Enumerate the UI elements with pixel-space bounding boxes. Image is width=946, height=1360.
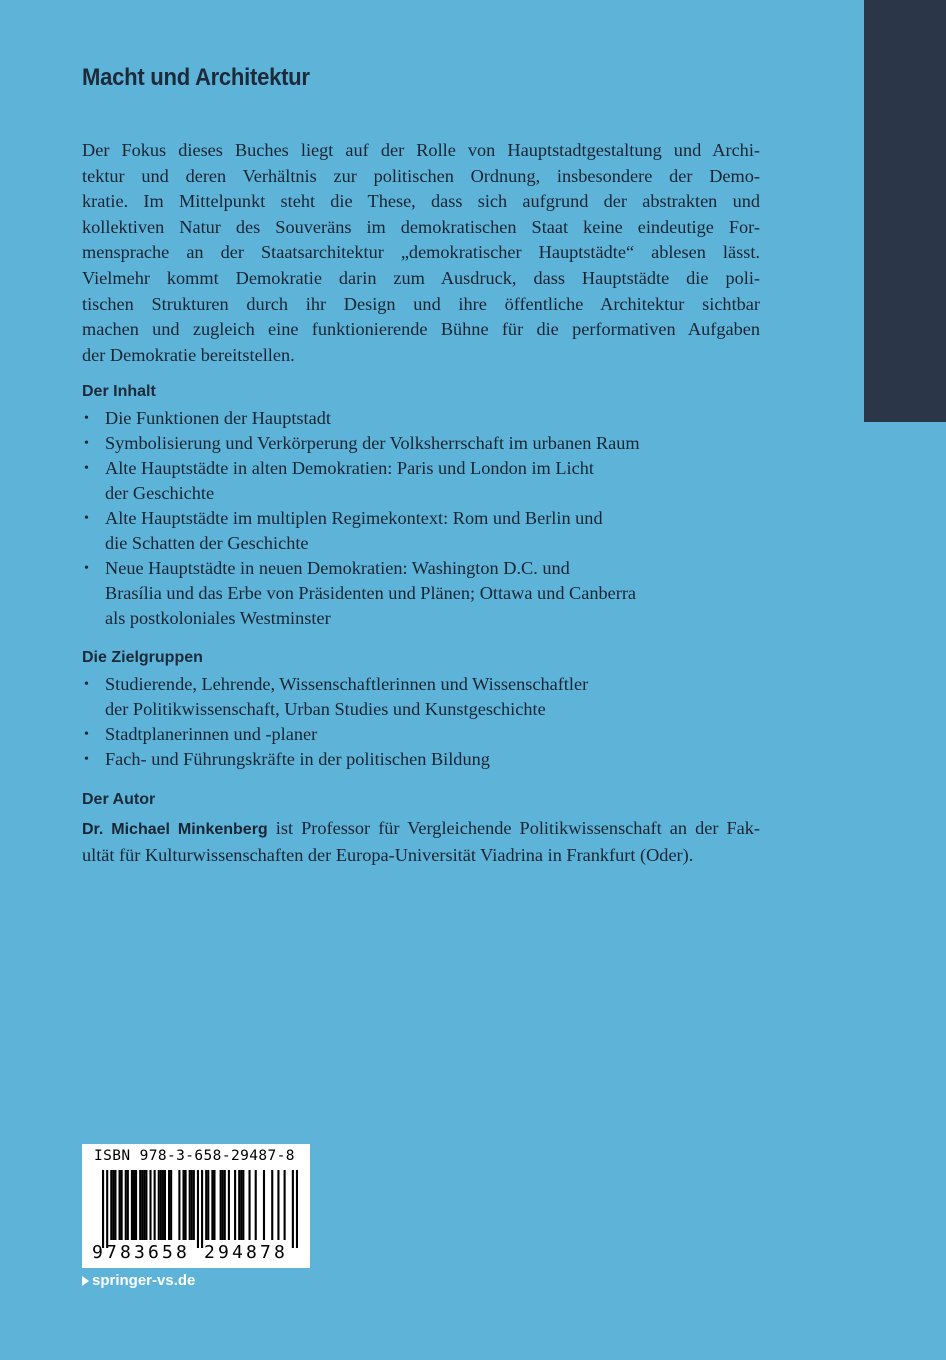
bullet-icon: • xyxy=(84,561,89,576)
list-item xyxy=(82,722,782,747)
bullet-icon: • xyxy=(84,436,89,451)
barcode-digit: 5 xyxy=(162,1242,173,1263)
barcode-bar xyxy=(127,1170,129,1240)
barcode-bar xyxy=(182,1170,184,1240)
barcode-bar xyxy=(102,1170,104,1248)
cover-side-bar xyxy=(864,0,946,422)
barcode-bar xyxy=(211,1170,213,1240)
arrow-right-icon xyxy=(82,1276,89,1286)
barcode-bar xyxy=(248,1170,250,1240)
barcode-bar xyxy=(191,1170,193,1240)
barcode-bar xyxy=(296,1170,298,1248)
barcode-bar xyxy=(154,1170,156,1240)
barcode-bar xyxy=(271,1170,273,1240)
list-item-line: Neue Hauptstädte in neuen Demokratien: Washington D.C. und xyxy=(105,558,570,578)
barcode-bar xyxy=(170,1170,172,1240)
list-item xyxy=(82,556,782,631)
bullet-icon: • xyxy=(84,752,89,767)
barcode-digit: 9 xyxy=(218,1242,229,1263)
barcode-bar xyxy=(135,1170,137,1240)
isbn-label: ISBN 978-3-658-29487-8 xyxy=(94,1148,295,1164)
target-groups-heading: Die Zielgruppen xyxy=(82,649,203,666)
barcode-digit: 7 xyxy=(106,1242,117,1263)
isbn-barcode xyxy=(82,1144,310,1268)
barcode-bar xyxy=(112,1170,114,1240)
bullet-icon: • xyxy=(84,511,89,526)
barcode-bar xyxy=(164,1170,166,1240)
list-item xyxy=(82,406,782,431)
barcode-bar xyxy=(121,1170,123,1240)
author-line: ultät für Kulturwissenschaften der Europa-Universität Viadrina in Frankfurt (Oder). xyxy=(82,844,694,865)
barcode-digit: 8 xyxy=(246,1242,257,1263)
barcode-bar xyxy=(205,1170,207,1240)
description-line: machen und zugleich eine funktionierende Bühne für die performativen Aufgaben xyxy=(82,319,760,340)
list-item xyxy=(82,456,782,506)
barcode-bar xyxy=(168,1170,170,1240)
list-item-line: Alte Hauptstädte in alten Demokratien: Paris und London im Licht xyxy=(105,458,594,478)
list-item xyxy=(82,506,782,556)
barcode-bar xyxy=(178,1170,180,1240)
barcode-bar xyxy=(131,1170,133,1240)
barcode-bar xyxy=(197,1170,199,1248)
barcode-bar xyxy=(220,1170,222,1240)
book-title: Macht und Architektur xyxy=(82,64,310,91)
barcode-bar xyxy=(185,1170,187,1240)
barcode-bar xyxy=(228,1170,230,1240)
description-line: Der Fokus dieses Buches liegt auf der Rolle von Hauptstadtgestaltung und Archi- xyxy=(82,140,760,160)
barcode-bar xyxy=(114,1170,116,1240)
barcode-bar xyxy=(224,1170,226,1240)
list-item-line: Alte Hauptstädte im multiplen Regimekontext: Rom und Berlin und xyxy=(105,508,603,528)
list-item-line: Studierende, Lehrende, Wissenschaftlerinnen und Wissenschaftler xyxy=(105,674,589,694)
description-line: kollektiven Natur des Souveräns im demokratischen Staat keine eindeutige For- xyxy=(82,216,760,237)
barcode-digit: 3 xyxy=(134,1242,145,1263)
list-item-line: Fach- und Führungskräfte in der politischen Bildung xyxy=(105,749,490,769)
barcode-bar xyxy=(189,1170,191,1240)
publisher-link[interactable] xyxy=(82,1272,195,1289)
barcode-bar xyxy=(201,1170,203,1248)
barcode-bar xyxy=(213,1170,215,1240)
list-item xyxy=(82,747,782,772)
description-line: kratie. Im Mittelpunkt steht die These, dass sich aufgrund der abstrakten und xyxy=(82,191,760,212)
list-item-line: Symbolisierung und Verkörperung der Volksherrschaft im urbanen Raum xyxy=(105,433,640,453)
list-item-line: Stadtplanerinnen und -planer xyxy=(105,724,318,744)
bullet-icon: • xyxy=(84,727,89,742)
barcode-bar xyxy=(234,1170,236,1240)
barcode-bar xyxy=(292,1170,294,1248)
barcode-bar xyxy=(193,1170,195,1240)
description-text xyxy=(82,138,760,368)
barcode-bar xyxy=(119,1170,121,1240)
barcode-bar xyxy=(141,1170,143,1240)
barcode-bar xyxy=(125,1170,127,1240)
barcode-bar xyxy=(143,1170,145,1240)
barcode-bars xyxy=(102,1170,298,1248)
list-item-line: Brasília und das Erbe von Präsidenten und Plänen; Ottawa und Canberra xyxy=(105,583,637,603)
barcode-bar xyxy=(110,1170,112,1240)
barcode-bar xyxy=(222,1170,224,1240)
contents-heading: Der Inhalt xyxy=(82,383,156,400)
barcode-bar xyxy=(160,1170,162,1240)
barcode-bar xyxy=(207,1170,209,1240)
list-item xyxy=(82,672,782,722)
barcode-bar xyxy=(238,1170,240,1240)
bullet-icon: • xyxy=(84,411,89,426)
barcode-digit: 2 xyxy=(204,1242,215,1263)
barcode-bar xyxy=(277,1170,279,1240)
barcode-digit: 9 xyxy=(92,1242,103,1263)
contents-list xyxy=(82,406,782,631)
barcode-digits xyxy=(92,1242,306,1264)
list-item-line: die Schatten der Geschichte xyxy=(105,533,309,553)
author-heading: Der Autor xyxy=(82,791,156,808)
barcode-digit: 8 xyxy=(120,1242,131,1263)
bullet-icon: • xyxy=(84,677,89,692)
author-name: Dr. Michael Minkenberg xyxy=(82,821,268,838)
list-item-line: der Geschichte xyxy=(105,483,215,503)
barcode-bar xyxy=(242,1170,244,1240)
list-item-line: als postkoloniales Westminster xyxy=(105,608,331,628)
list-item xyxy=(82,431,782,456)
barcode-bar xyxy=(106,1170,108,1248)
barcode-bar xyxy=(145,1170,147,1240)
target-groups-list xyxy=(82,672,782,772)
barcode-bar xyxy=(133,1170,135,1240)
author-line xyxy=(82,816,760,843)
publisher-url: springer-vs.de xyxy=(92,1272,196,1289)
barcode-bar xyxy=(255,1170,257,1240)
barcode-digit: 6 xyxy=(148,1242,159,1263)
barcode-bar xyxy=(263,1170,265,1240)
barcode-bar xyxy=(149,1170,151,1240)
author-text xyxy=(82,816,760,868)
list-item-line: Die Funktionen der Hauptstadt xyxy=(105,408,331,428)
description-line: tektur und deren Verhältnis zur politischen Ordnung, insbesondere der Demo- xyxy=(82,165,760,186)
barcode-digit: 8 xyxy=(176,1242,187,1263)
barcode-bar xyxy=(240,1170,242,1240)
description-line: mensprache an der Staatsarchitektur „demokratischer Hauptstädte“ ablesen lässt. xyxy=(82,242,760,263)
barcode-bar xyxy=(284,1170,286,1240)
barcode-bar xyxy=(158,1170,160,1240)
author-line-rest: ist Professor für Vergleichende Politikwissenschaft an der Fak- xyxy=(267,818,761,838)
bullet-icon: • xyxy=(84,461,89,476)
barcode-bar xyxy=(162,1170,164,1240)
barcode-bar xyxy=(139,1170,141,1240)
description-line: Vielmehr kommt Demokratie darin zum Ausdruck, dass Hauptstädte die poli- xyxy=(82,267,760,288)
barcode-digit: 8 xyxy=(274,1242,285,1263)
description-line: tischen Strukturen durch ihr Design und ihre öffentliche Architektur sichtbar xyxy=(82,293,760,314)
barcode-digit: 4 xyxy=(232,1242,243,1263)
list-item-line: der Politikwissenschaft, Urban Studies und Kunstgeschichte xyxy=(105,699,546,719)
barcode-digit: 7 xyxy=(260,1242,271,1263)
description-line: der Demokratie bereitstellen. xyxy=(82,344,295,365)
